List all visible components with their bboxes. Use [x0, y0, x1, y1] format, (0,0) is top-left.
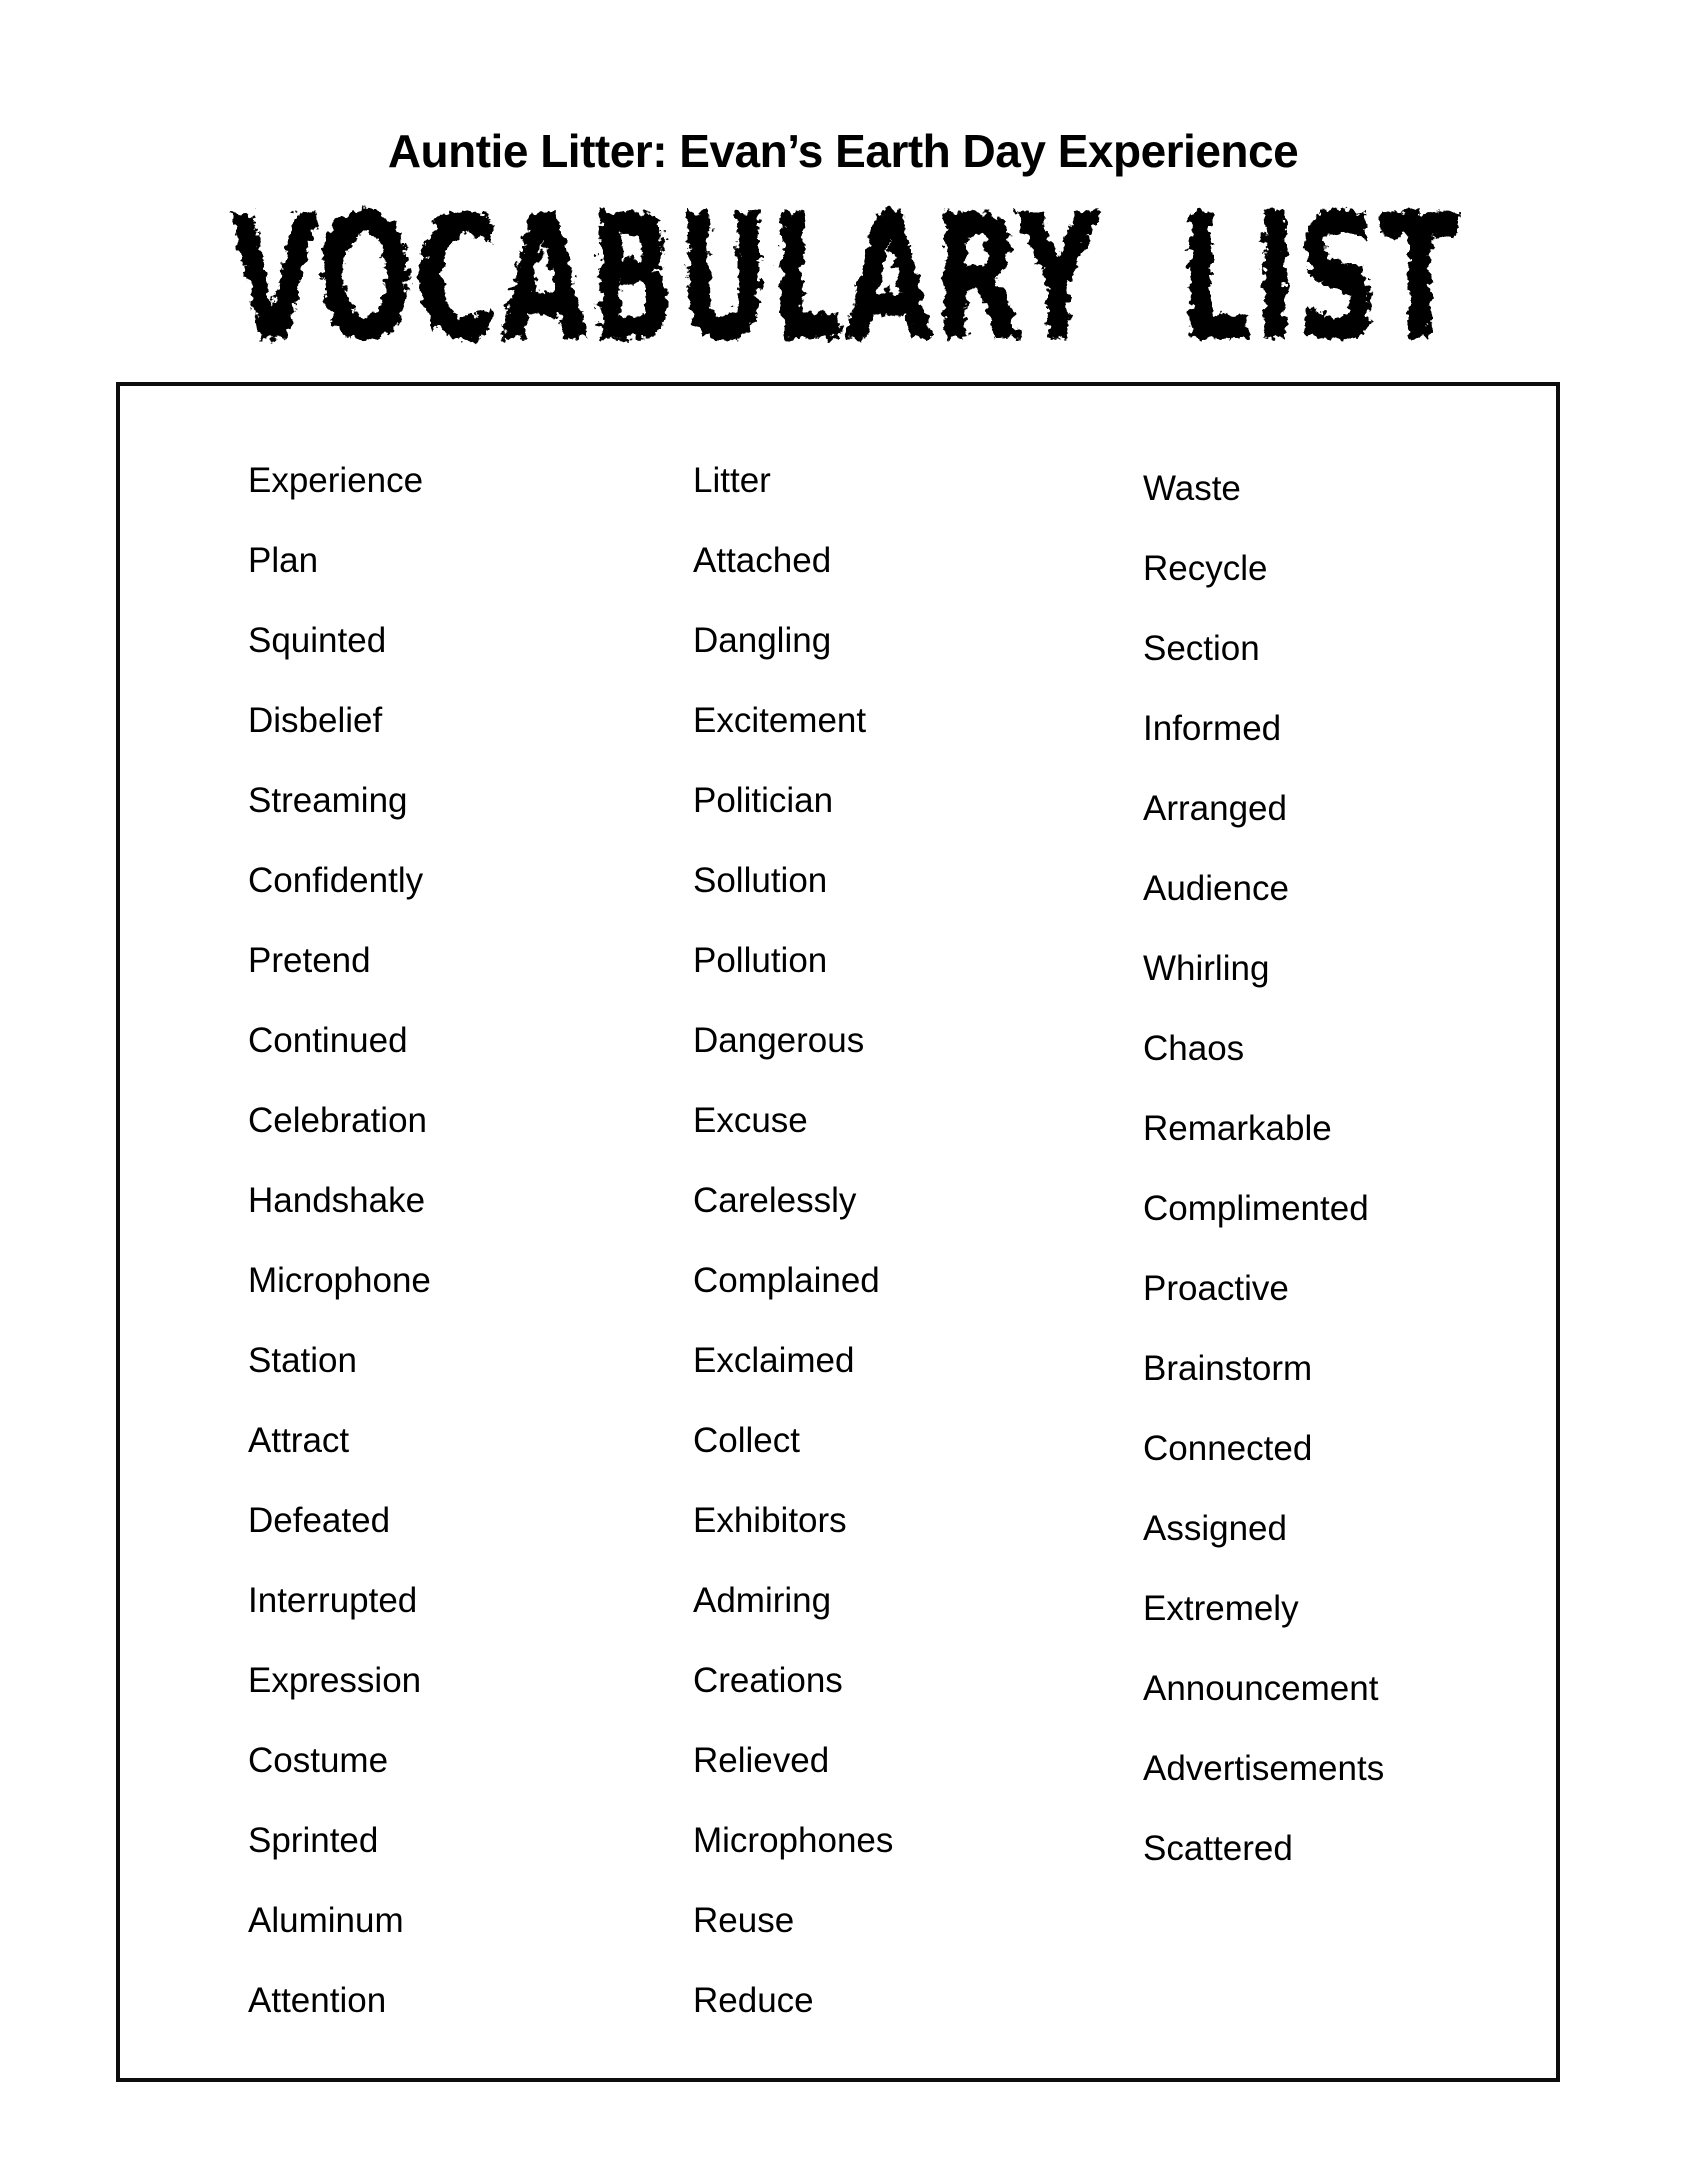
- vocab-word: Whirling: [1143, 949, 1270, 988]
- vocab-word: Attached: [693, 541, 832, 580]
- vocab-word: Handshake: [248, 1181, 426, 1220]
- vocab-word: Plan: [248, 541, 319, 580]
- vocab-word: Chaos: [1143, 1029, 1245, 1068]
- vocab-word: Assigned: [1143, 1509, 1287, 1548]
- vocab-word: Reuse: [693, 1901, 795, 1940]
- vocab-word: Defeated: [248, 1501, 391, 1540]
- vocab-word: Excitement: [693, 701, 867, 740]
- vocab-word: Scattered: [1143, 1829, 1293, 1868]
- vocab-word: Expression: [248, 1661, 422, 1700]
- vocab-word: Aluminum: [248, 1901, 404, 1940]
- vocab-word: Announcement: [1143, 1669, 1379, 1708]
- vocab-word: Sollution: [693, 861, 828, 900]
- vocab-word: Squinted: [248, 621, 387, 660]
- vocab-word: Creations: [693, 1661, 843, 1700]
- vocab-word: Confidently: [248, 861, 424, 900]
- vocab-word: Exclaimed: [693, 1341, 855, 1380]
- vocab-word: Experience: [248, 461, 424, 500]
- vocab-word: Excuse: [693, 1101, 808, 1140]
- vocab-word: Attract: [248, 1421, 350, 1460]
- vocab-column-2: [693, 463, 1123, 2063]
- vocab-word: Microphone: [248, 1261, 431, 1300]
- vocab-word: Dangling: [693, 621, 832, 660]
- vocab-word: Sprinted: [248, 1821, 379, 1860]
- vocab-word: Complained: [693, 1261, 880, 1300]
- vocab-word: Celebration: [248, 1101, 427, 1140]
- vocab-word: Proactive: [1143, 1269, 1289, 1308]
- vocab-word: Reduce: [693, 1981, 814, 2020]
- vocab-column-3: [1143, 471, 1573, 1911]
- vocab-word: Disbelief: [248, 701, 383, 740]
- vocab-word: Streaming: [248, 781, 408, 820]
- vocab-heading-text: VOCABULARY LIST: [230, 177, 1461, 381]
- vocab-word: Interrupted: [248, 1581, 418, 1620]
- vocab-word: Microphones: [693, 1821, 894, 1860]
- vocab-word: Complimented: [1143, 1189, 1369, 1228]
- vocab-word: Relieved: [693, 1741, 830, 1780]
- vocab-word: Remarkable: [1143, 1109, 1332, 1148]
- vocab-word: Informed: [1143, 709, 1282, 748]
- vocab-word: Costume: [248, 1741, 389, 1780]
- vocab-word: Carelessly: [693, 1181, 857, 1220]
- vocab-heading: [122, 177, 1568, 381]
- document-title: Auntie Litter: Evan’s Earth Day Experience: [387, 125, 1299, 177]
- vocab-word: Exhibitors: [693, 1501, 847, 1540]
- vocab-word: Admiring: [693, 1581, 832, 1620]
- vocabulary-box: [116, 382, 1560, 2082]
- vocab-word: Continued: [248, 1021, 408, 1060]
- vocab-word: Dangerous: [693, 1021, 865, 1060]
- vocab-word: Extremely: [1143, 1589, 1299, 1628]
- vocab-word: Arranged: [1143, 789, 1287, 828]
- vocab-word: Attention: [248, 1981, 387, 2020]
- vocab-word: Section: [1143, 629, 1260, 668]
- vocab-word: Audience: [1143, 869, 1289, 908]
- vocab-word: Litter: [693, 461, 771, 500]
- vocab-word: Politician: [693, 781, 834, 820]
- vocab-word: Advertisements: [1143, 1749, 1385, 1788]
- vocab-word: Pretend: [248, 941, 371, 980]
- vocab-word: Brainstorm: [1143, 1349, 1313, 1388]
- vocab-word: Waste: [1143, 469, 1241, 508]
- vocab-word: Connected: [1143, 1429, 1313, 1468]
- vocab-word: Station: [248, 1341, 357, 1380]
- vocab-column-1: [248, 463, 678, 2063]
- vocab-word: Pollution: [693, 941, 828, 980]
- vocab-word: Recycle: [1143, 549, 1268, 588]
- vocab-word: Collect: [693, 1421, 800, 1460]
